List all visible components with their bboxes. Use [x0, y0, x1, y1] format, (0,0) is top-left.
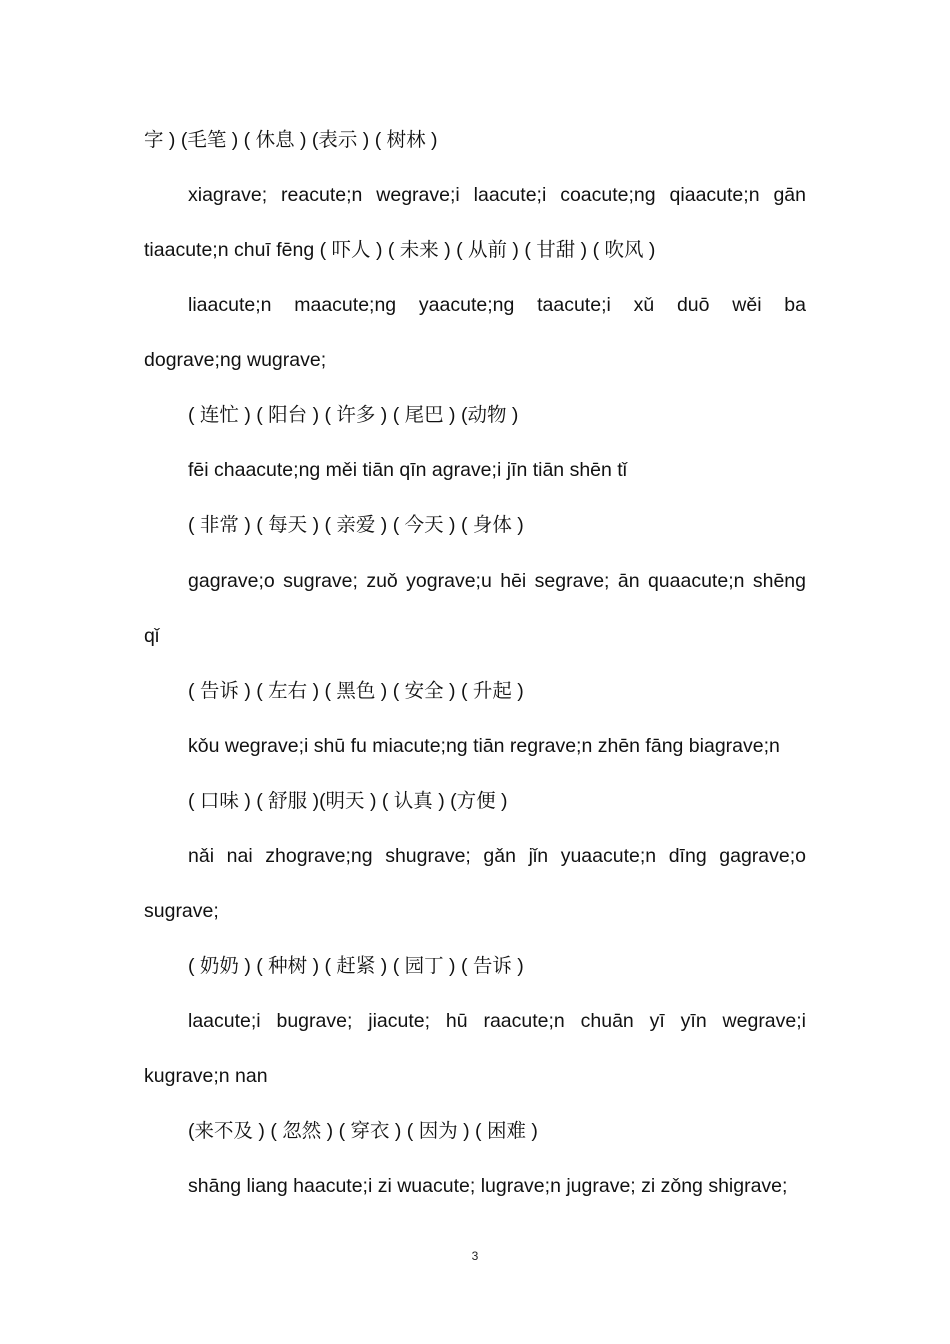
text-line-18: kugrave;n nan [144, 1065, 268, 1087]
text-line-1: 字 ) (毛笔 ) ( 休息 ) (表示 ) ( 树林 ) [144, 129, 438, 151]
text-line-13: ( 口味 ) ( 舒服 )(明天 ) ( 认真 ) (方便 ) [188, 790, 508, 812]
text-line-2: xiagrave; reacute;n wegrave;i laacute;i coacute;ng qiaacute;n gān [188, 184, 806, 206]
page-number: 3 [471, 1249, 479, 1263]
text-line-11: ( 告诉 ) ( 左右 ) ( 黑色 ) ( 安全 ) ( 升起 ) [188, 680, 524, 702]
text-line-14: nǎi nai zhograve;ng shugrave; gǎn jǐn yuaacute;n dīng gagrave;o [188, 845, 806, 867]
text-line-12: kǒu wegrave;i shū fu miacute;ng tiān regrave;n zhēn fāng biagrave;n [188, 735, 780, 757]
text-line-17: laacute;i bugrave; jiacute; hū raacute;n chuān yī yīn wegrave;i [188, 1010, 806, 1032]
text-line-10: qǐ [144, 625, 160, 647]
text-line-7: fēi chaacute;ng měi tiān qīn agrave;i jīn tiān shēn tǐ [188, 459, 628, 481]
text-line-15: sugrave; [144, 900, 219, 922]
text-line-16: ( 奶奶 ) ( 种树 ) ( 赶紧 ) ( 园丁 ) ( 告诉 ) [188, 955, 524, 977]
text-line-20: shāng liang haacute;i zi wuacute; lugrave;n jugrave; zi zǒng shigrave; [188, 1175, 788, 1197]
text-line-6: ( 连忙 ) ( 阳台 ) ( 许多 ) ( 尾巴 ) (动物 ) [188, 404, 519, 426]
text-line-8: ( 非常 ) ( 每天 ) ( 亲爱 ) ( 今天 ) ( 身体 ) [188, 514, 524, 536]
text-line-5: dograve;ng wugrave; [144, 349, 327, 371]
text-line-19: (来不及 ) ( 忽然 ) ( 穿衣 ) ( 因为 ) ( 困难 ) [188, 1120, 538, 1142]
text-line-3: tiaacute;n chuī fēng ( 吓人 ) ( 未来 ) ( 从前 ) ( 甘甜 ) ( 吹风 ) [144, 239, 656, 261]
text-line-9: gagrave;o sugrave; zuǒ yograve;u hēi segrave; ān quaacute;n shēng [188, 570, 806, 592]
text-line-4: liaacute;n maacute;ng yaacute;ng taacute;i xǔ duō wěi ba [188, 294, 806, 316]
